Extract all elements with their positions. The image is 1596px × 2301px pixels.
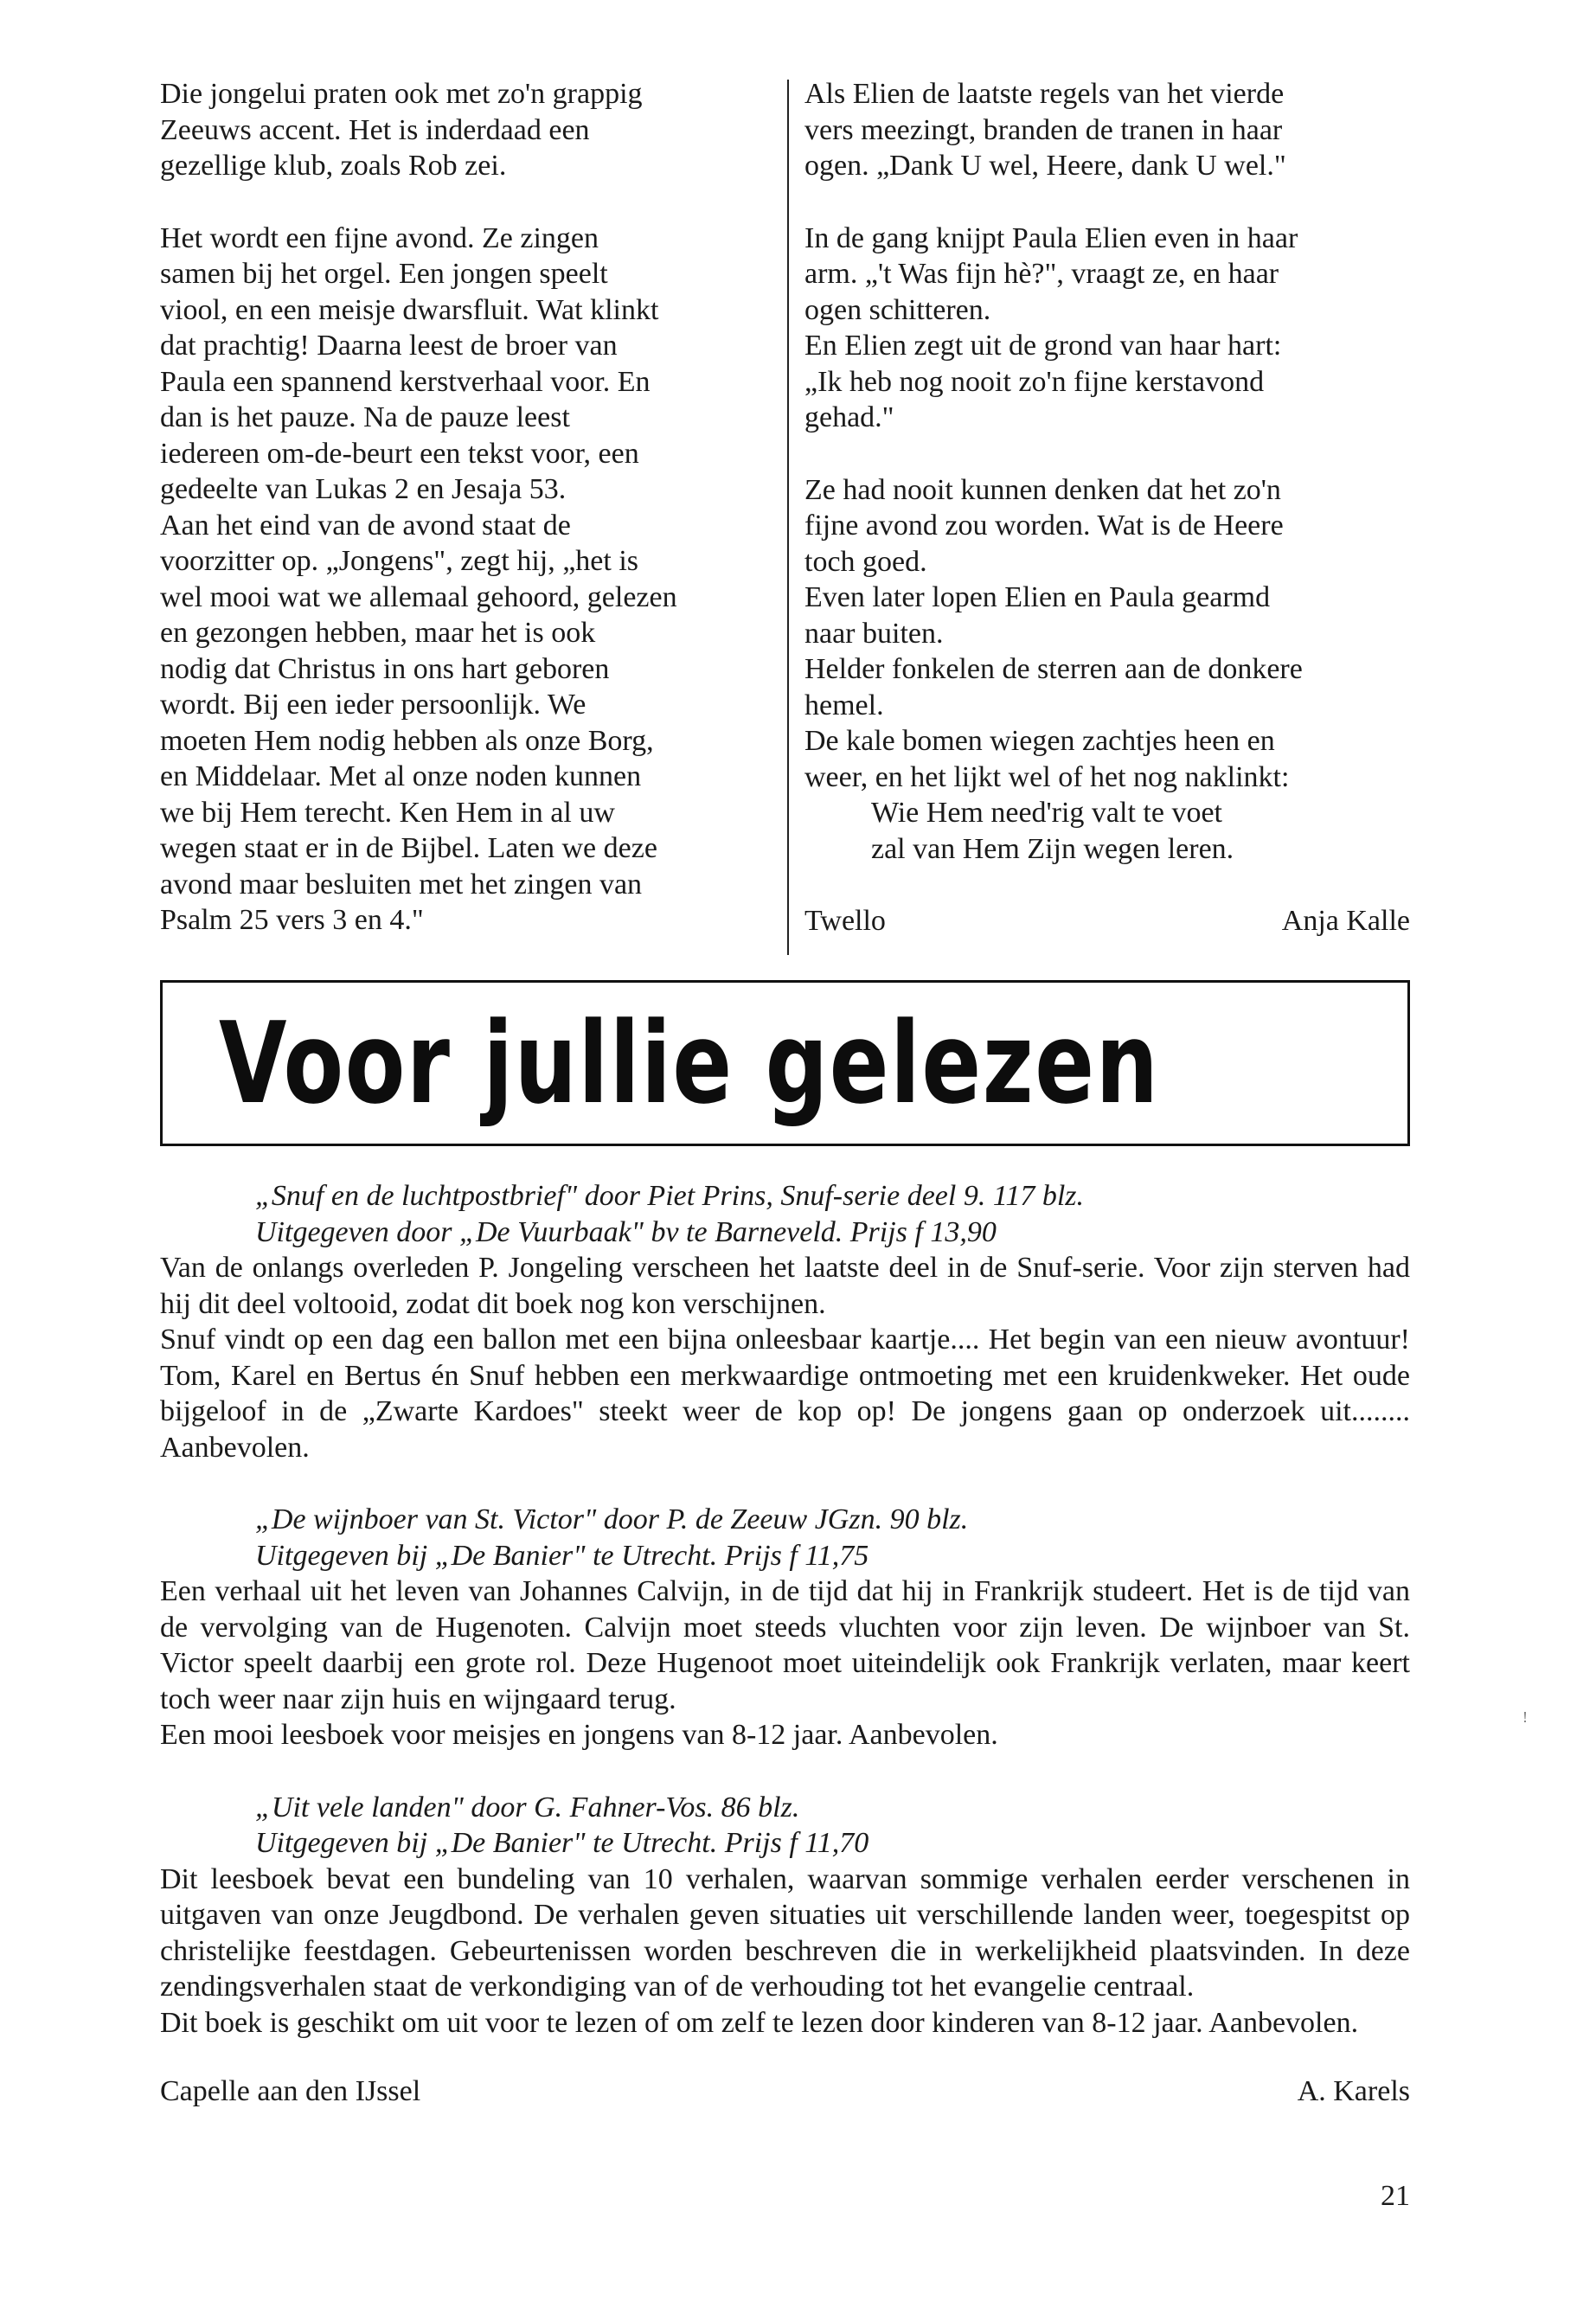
reviews-place: Capelle aan den IJssel <box>160 2075 421 2107</box>
review-paragraph: Van de onlangs overleden P. Jongeling verscheen het laatste deel in de Snuf-serie. Voor zijn sterven had hij dit deel voltooid, zodat dit boek nog kon verschijnen. <box>160 1252 1410 1320</box>
book-review <box>160 1502 1410 1753</box>
story-line: iedereen om-de-beurt een tekst voor, een <box>160 437 639 470</box>
story-line: Zeeuws accent. Het is inderdaad een <box>160 113 590 146</box>
review-paragraph: Dit leesboek bevat een bundeling van 10 verhalen, waarvan sommige verhalen eerder verschenen in uitgaven van onze Jeugdbond. De verhalen geven situaties uit verschillende landen weer, toegespitst op christelijke feestdagen. Gebeurtenissen worden beschreven die in werkelijkheid plaatsvinden. In deze zendingsverhalen staat de verkondiging van of de verhouding tot het evangelie centraal. <box>160 1862 1410 2003</box>
story-line: wegen staat er in de Bijbel. Laten we deze <box>160 832 657 864</box>
story-line: toch goed. <box>804 545 927 578</box>
story-line: ogen schitteren. <box>804 293 991 326</box>
story-paragraph <box>160 76 753 184</box>
story-line: gezellige klub, zoals Rob zei. <box>160 150 507 182</box>
review-heading-line: Uitgegeven door „De Vuurbaak" bv te Barneveld. Prijs f 13,90 <box>255 1215 997 1248</box>
reviews-signature <box>160 2073 1410 2110</box>
story-line: En Elien zegt uit de grond van haar hart: <box>804 330 1282 362</box>
verse-line: Wie Hem need'rig valt te voet <box>871 797 1222 829</box>
story-line: dan is het pauze. Na de pauze leest <box>160 401 570 433</box>
story-line: viool, en een meisje dwarsfluit. Wat klinkt <box>160 293 659 326</box>
column-divider <box>787 80 789 955</box>
story-line: vers meezingt, branden de tranen in haar <box>804 113 1283 146</box>
stray-mark: ! <box>1522 1708 1528 1726</box>
story-line: nodig dat Christus in ons hart geboren <box>160 652 610 685</box>
story-line: Paula een spannend kerstverhaal voor. En <box>160 365 651 398</box>
paragraph-gap <box>804 436 1410 472</box>
review-heading-line: „Snuf en de luchtpostbrief" door Piet Prins, Snuf-serie deel 9. 117 blz. <box>255 1180 1084 1212</box>
story-line: Het wordt een fijne avond. Ze zingen <box>160 221 599 254</box>
book-review <box>160 1790 1410 2041</box>
story-line: en gezongen hebben, maar het is ook <box>160 617 596 649</box>
story-line: Psalm 25 vers 3 en 4." <box>160 904 424 936</box>
review-paragraph: Dit boek is geschikt om uit voor te lezen of om zelf te lezen door kinderen van 8-12 jaar. Aanbevolen. <box>160 2006 1359 2039</box>
story-line: naar buiten. <box>804 617 944 650</box>
story-line: voorzitter op. „Jongens", zegt hij, „het is <box>160 545 639 577</box>
story-right-column <box>804 76 1410 939</box>
section-title: Voor jullie gelezen <box>219 997 1160 1129</box>
story-line: De kale bomen wiegen zachtjes heen en <box>804 725 1275 757</box>
story-line: Ze had nooit kunnen denken dat het zo'n <box>804 473 1281 506</box>
story-line: Als Elien de laatste regels van het vierde <box>804 78 1285 110</box>
review-heading <box>160 1790 1410 1862</box>
paragraph-gap <box>160 184 753 221</box>
story-line: avond maar besluiten met het zingen van <box>160 868 643 901</box>
story-line: arm. „'t Was fijn hè?", vraagt ze, en haar <box>804 258 1279 290</box>
verse <box>804 795 1410 867</box>
reviews-author: A. Karels <box>1297 2075 1410 2107</box>
review-heading-line: „De wijnboer van St. Victor" door P. de Zeeuw JGzn. 90 blz. <box>255 1503 969 1535</box>
story-place: Twello <box>804 905 886 937</box>
story-line: Aan het eind van de avond staat de <box>160 509 571 542</box>
review-body <box>160 1250 1410 1465</box>
review-heading-line: Uitgegeven bij „De Banier" te Utrecht. Prijs f 11,70 <box>255 1827 869 1859</box>
book-review <box>160 1178 1410 1465</box>
story-line: gedeelte van Lukas 2 en Jesaja 53. <box>160 473 567 505</box>
book-reviews <box>160 1178 1410 2110</box>
story-line: en Middelaar. Met al onze noden kunnen <box>160 760 642 792</box>
review-body <box>160 1574 1410 1753</box>
story-line: gehad." <box>804 401 894 433</box>
review-heading-line: Uitgegeven bij „De Banier" te Utrecht. Prijs f 11,75 <box>255 1539 869 1572</box>
review-list <box>160 1178 1410 2041</box>
section-banner <box>160 980 1410 1146</box>
page-number: 21 <box>1381 2180 1410 2212</box>
paragraph-gap <box>804 184 1410 221</box>
verse-line: zal van Hem Zijn wegen leren. <box>871 832 1234 865</box>
story-line: wel mooi wat we allemaal gehoord, gelezen <box>160 580 677 613</box>
review-body <box>160 1862 1410 2041</box>
story-line: moeten Hem nodig hebben als onze Borg, <box>160 724 654 757</box>
review-paragraph: Een verhaal uit het leven van Johannes Calvijn, in de tijd dat hij in Frankrijk studeert. Het is de tijd van de vervolging van de Hugenoten. Calvijn moet steeds vluchten voor zijn leven. De wijnboer van St. Victor speelt daarbij een grote rol. Deze Hugenoot moet uiteindelijk ook Frankrijk verlaten, maar keert toch weer naar zijn huis en wijngaard terug. <box>160 1575 1410 1715</box>
story-line: samen bij het orgel. Een jongen speelt <box>160 258 608 290</box>
story-line: wordt. Bij een ieder persoonlijk. We <box>160 689 586 721</box>
story-line: fijne avond zou worden. Wat is de Heere <box>804 510 1284 542</box>
story-paragraph <box>804 472 1410 796</box>
story-left-column <box>160 76 753 939</box>
story-line: ogen. „Dank U wel, Heere, dank U wel." <box>804 150 1286 182</box>
story-line: Helder fonkelen de sterren aan de donkere <box>804 653 1303 685</box>
story-line: „Ik heb nog nooit zo'n fijne kerstavond <box>804 365 1265 398</box>
story-line: we bij Hem terecht. Ken Hem in al uw <box>160 796 615 829</box>
review-heading <box>160 1178 1410 1250</box>
story-paragraph <box>160 221 753 939</box>
review-heading-line: „Uit vele landen" door G. Fahner-Vos. 86 blz. <box>255 1791 800 1823</box>
story-right-paragraphs <box>804 76 1410 795</box>
story-signature <box>804 903 1410 939</box>
story-line: Even later lopen Elien en Paula gearmd <box>804 581 1271 613</box>
story-paragraph <box>804 221 1410 436</box>
story-paragraph <box>804 76 1410 184</box>
review-paragraph: Snuf vindt op een dag een ballon met een bijna onleesbaar kaartje.... Het begin van een nieuw avontuur! Tom, Karel en Bertus én Snuf hebben een merkwaardige ontmoeting met een kruidenkweker. Het oude bijgeloof in de „Zwarte Kardoes" steekt weer de kop op! De jongens gaan op onderzoek uit........ Aanbevolen. <box>160 1324 1410 1464</box>
review-heading <box>160 1502 1410 1574</box>
story-line: In de gang knijpt Paula Elien even in haar <box>804 221 1298 254</box>
story-line: weer, en het lijkt wel of het nog naklinkt: <box>804 760 1290 793</box>
review-paragraph: Een mooi leesboek voor meisjes en jongens van 8-12 jaar. Aanbevolen. <box>160 1719 998 1751</box>
story-line: hemel. <box>804 689 884 721</box>
story-line: Die jongelui praten ook met zo'n grappig <box>160 78 643 110</box>
story-line: dat prachtig! Daarna leest de broer van <box>160 330 618 362</box>
story-author: Anja Kalle <box>1281 905 1410 937</box>
